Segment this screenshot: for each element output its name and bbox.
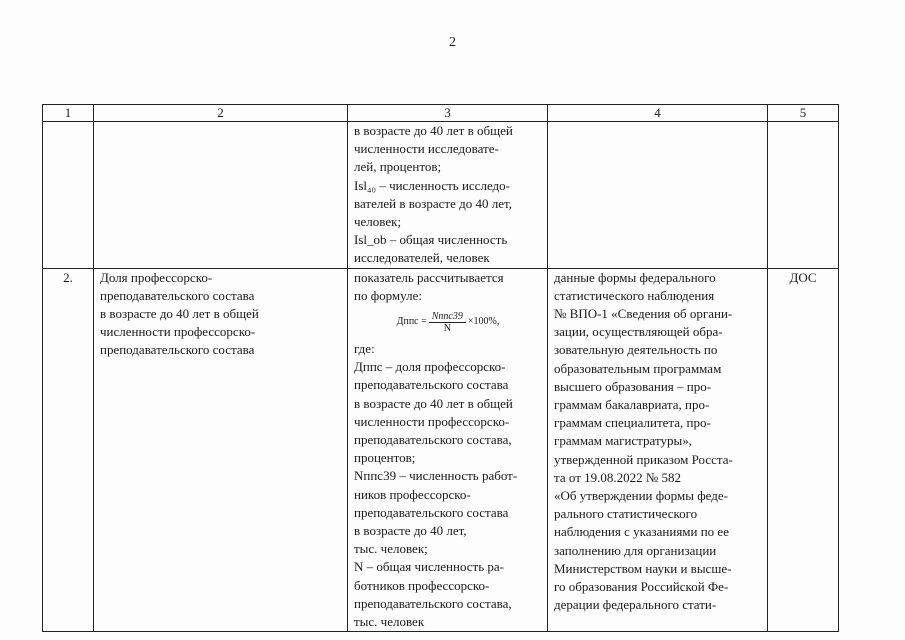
row2-method-line: преподавательского состава <box>354 504 509 520</box>
indicator-table <box>42 104 839 632</box>
row1-method-cell <box>348 122 548 269</box>
row1-method-line: исследователей, человек <box>354 250 490 266</box>
formula-lhs: Дппс = <box>396 315 427 327</box>
formula-numerator: Nппс39 <box>429 311 466 323</box>
row2-method-line: в возрасте до 40 лет, <box>354 523 467 539</box>
row1-name-cell <box>94 122 348 269</box>
row2-method-intro-line: показатель рассчитывается <box>354 269 504 285</box>
table-header-row <box>43 105 839 122</box>
row1-method-line: Isl₄₀ – численность исследо- <box>354 177 510 193</box>
row2-source-line: граммам бакалавриата, про- <box>554 397 710 413</box>
row2-method-line: численности профессорско- <box>354 413 510 429</box>
row2-source-line: Министерством науки и высше- <box>554 560 732 576</box>
page-number: 2 <box>449 35 456 50</box>
row2-source-line: зовательную деятельность по <box>554 342 718 358</box>
row2-source-line: образовательным программам <box>554 360 722 376</box>
row2-source-line: граммам магистратуры», <box>554 433 692 449</box>
row2-method-intro-line: по формуле: <box>354 287 422 303</box>
row1-method-line: в возрасте до 40 лет в общей <box>354 123 513 138</box>
row2-source-line: статистического наблюдения <box>554 287 715 303</box>
formula-denominator: N <box>443 322 451 334</box>
row2-source-line: граммам специалитета, про- <box>554 415 711 431</box>
row2-method-line: преподавательского состава <box>354 377 509 393</box>
row1-method-line: Isl_ob – общая численность <box>354 232 508 248</box>
row2-method-line: Дппс – доля профессорско- <box>354 359 506 375</box>
row1-method-line: человек; <box>354 214 402 230</box>
row2-method-line: тыс. человек <box>354 614 425 630</box>
row2-source-line: «Об утверждении формы феде- <box>554 488 728 504</box>
row1-method-line: лей, процентов; <box>354 159 442 175</box>
row2-method-line: преподавательского состава, <box>354 432 512 448</box>
header-col-2: 2 <box>94 105 348 122</box>
row1-source-cell <box>548 122 768 269</box>
row2-method-line: N – общая численность ра- <box>354 559 505 575</box>
row2-source-cell <box>548 268 768 632</box>
row2-source-line: заполнению для организации <box>554 542 717 558</box>
row2-name-line: численности профессорско- <box>100 324 256 340</box>
header-col-5: 5 <box>768 105 839 122</box>
row2-source-line: высшего образования – про- <box>554 378 712 394</box>
row2-method-line: преподавательского состава, <box>354 595 512 611</box>
row2-name-line: преподавательского состава <box>100 342 255 358</box>
row1-method-line: численности исследовате- <box>354 141 499 157</box>
row1-number-cell <box>43 122 94 269</box>
row2-name-cell <box>94 268 348 632</box>
header-col-1: 1 <box>43 105 94 122</box>
row2-source-line: дерации федерального стати- <box>554 597 717 613</box>
row2-name-line: в возрасте до 40 лет в общей <box>100 306 259 322</box>
row2-method-line: тыс. человек; <box>354 541 428 557</box>
row2-source-line: утвержденной приказом Росста- <box>554 451 733 467</box>
row1-holder-cell <box>768 122 839 269</box>
table-row <box>43 268 839 632</box>
header-col-3: 3 <box>348 105 548 122</box>
table-row <box>43 122 839 269</box>
formula-fraction <box>429 311 466 334</box>
row2-holder-cell: ДОС <box>768 268 839 632</box>
row1-method-line: вателей в возрасте до 40 лет, <box>354 195 512 211</box>
row2-source-line: зации, осуществляющей обра- <box>554 324 723 340</box>
formula-rhs: ×100%, <box>467 315 500 327</box>
formula <box>354 306 542 338</box>
header-col-4: 4 <box>548 105 768 122</box>
row2-method-line: Nппс39 – численность работ- <box>354 468 518 484</box>
row2-name-line: Доля профессорско- <box>100 269 213 285</box>
row2-method-line: процентов; <box>354 450 416 466</box>
row2-method-line: ботников профессорско- <box>354 577 490 593</box>
row2-number-cell: 2. <box>43 268 94 632</box>
row2-source-line: го образования Российской Фе- <box>554 579 729 595</box>
row2-name-line: преподавательского состава <box>100 287 255 303</box>
row2-method-line: где: <box>354 341 375 357</box>
row2-source-line: данные формы федерального <box>554 269 716 285</box>
row2-source-line: рального статистического <box>554 506 698 522</box>
row2-source-line: та от 19.08.2022 № 582 <box>554 469 682 485</box>
row2-method-line: в возрасте до 40 лет в общей <box>354 395 513 411</box>
row2-method-line: ников профессорско- <box>354 486 471 502</box>
row2-source-line: № ВПО-1 «Сведения об органи- <box>554 306 733 322</box>
row2-method-cell <box>348 268 548 632</box>
row2-source-line: наблюдения с указаниями по ее <box>554 524 729 540</box>
